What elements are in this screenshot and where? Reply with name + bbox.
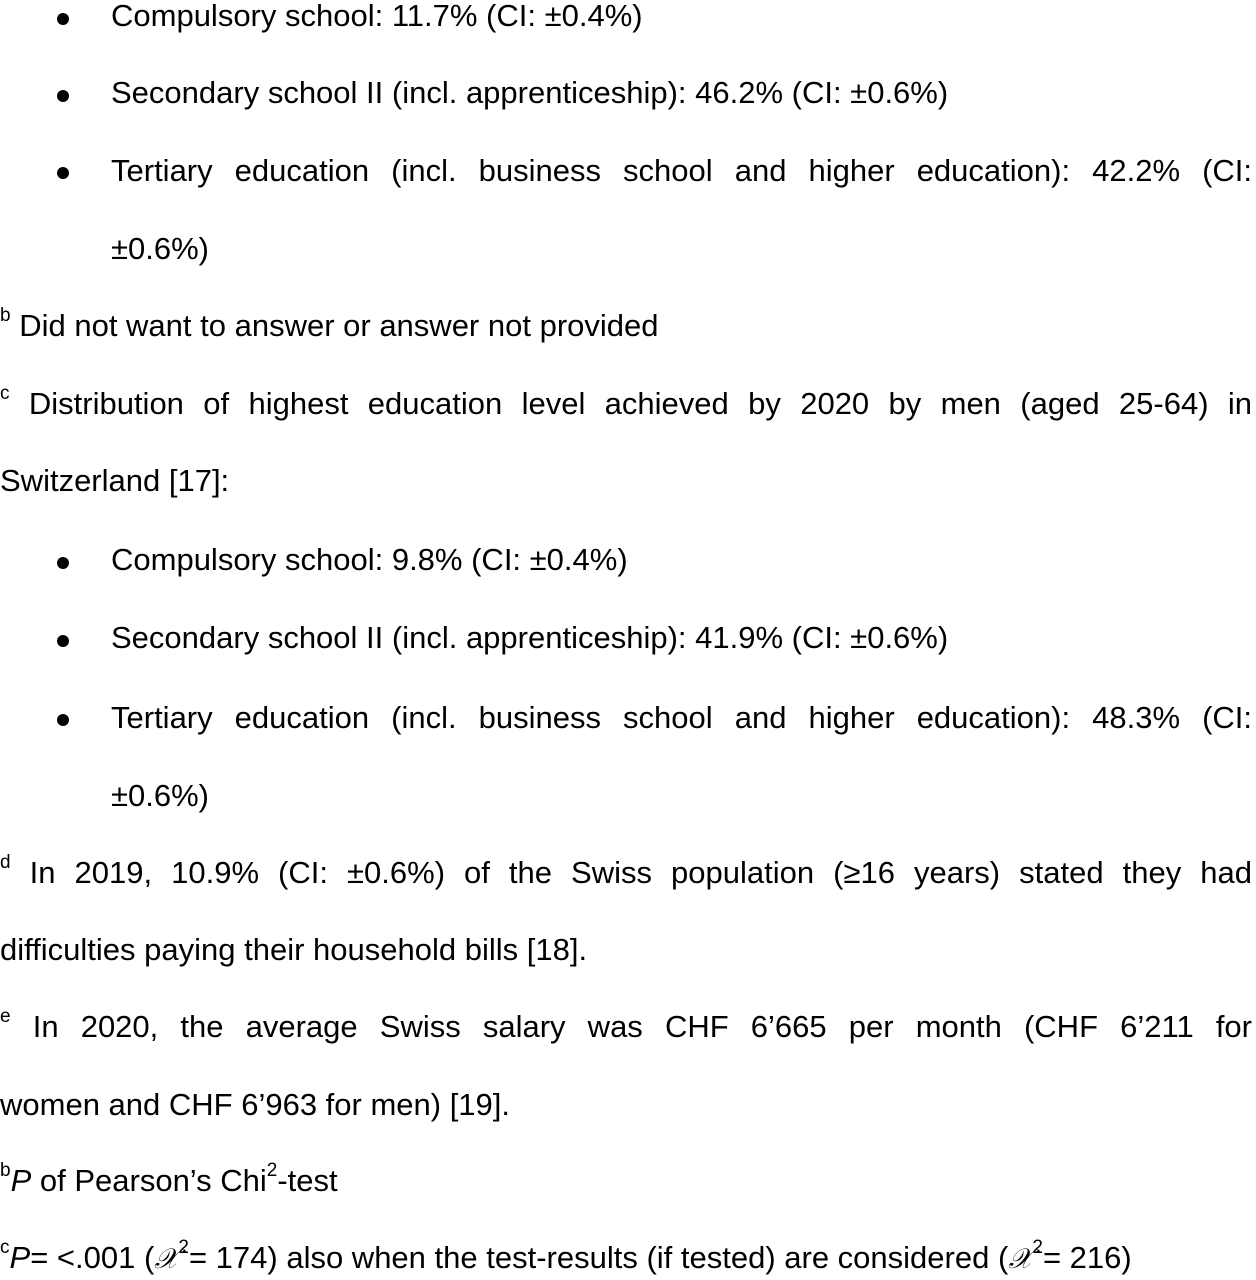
footnote-c-pvalue [0,1238,1252,1279]
superscript: 2 [1032,1236,1043,1258]
list-item: Secondary school II (incl. apprenticeship): 46.2% (CI: ±0.6%) [111,75,949,110]
footnote-c [0,384,1252,424]
list-item: Compulsory school: 9.8% (CI: ±0.4%) [111,542,628,577]
chi-symbol: 𝒳 [154,1242,179,1275]
footnote-text: In 2019, 10.9% (CI: ±0.6%) of the Swiss population (≥16 years) stated they had [29,855,1252,890]
footnote-marker: b [0,304,11,326]
footnote-text: In 2020, the average Swiss salary was CHF 6’665 per month (CHF 6’211 for [32,1009,1252,1044]
bullet-icon [57,635,69,647]
footnote-b [0,306,1252,346]
footnote-text: = 216) [1042,1240,1132,1275]
bullet-icon [57,90,69,102]
footnote-text: Distribution of highest education level achieved by 2020 by men (aged 25-64) in [28,386,1252,421]
footnote-d [0,853,1252,893]
bullet-icon [57,167,69,179]
p-variable: P [10,1163,32,1198]
footnote-marker: c [0,382,10,404]
footnote-text: -test [277,1163,338,1198]
footnote-text: = 174) also when the test-results (if tested) are considered ( [188,1240,1009,1275]
bullet-icon [57,714,69,726]
footnote-e [0,1007,1252,1047]
superscript: 2 [178,1236,189,1258]
bullet-icon [57,557,69,569]
superscript: 2 [266,1159,278,1181]
footnote-marker: e [0,1005,11,1027]
footnote-marker: c [0,1236,10,1258]
footnote-text: of Pearson’s Chi [31,1163,267,1198]
footnote-e-continuation: women and CHF 6’963 for men) [19]. [0,1087,511,1122]
footnote-b-pearson [0,1161,1252,1201]
footnote-text: Did not want to answer or answer not provided [19,308,659,343]
footnote-text: = <.001 ( [30,1240,155,1275]
p-variable: P [9,1240,31,1275]
chi-symbol: 𝒳 [1008,1242,1033,1275]
footnote-d-continuation: difficulties paying their household bills [18]. [0,932,588,967]
list-item-continuation: ±0.6%) [111,778,209,813]
list-item-continuation: ±0.6%) [111,231,209,266]
bullet-icon [57,13,69,25]
footnote-marker: d [0,851,11,873]
footnote-marker: b [0,1159,11,1181]
list-item: Tertiary education (incl. business school and higher education): 42.2% (CI: [111,153,1252,188]
footnote-c-continuation: Switzerland [17]: [0,463,230,498]
list-item: Compulsory school: 11.7% (CI: ±0.4%) [111,0,643,33]
list-item: Secondary school II (incl. apprenticeship): 41.9% (CI: ±0.6%) [111,620,949,655]
list-item: Tertiary education (incl. business school and higher education): 48.3% (CI: [111,700,1252,735]
